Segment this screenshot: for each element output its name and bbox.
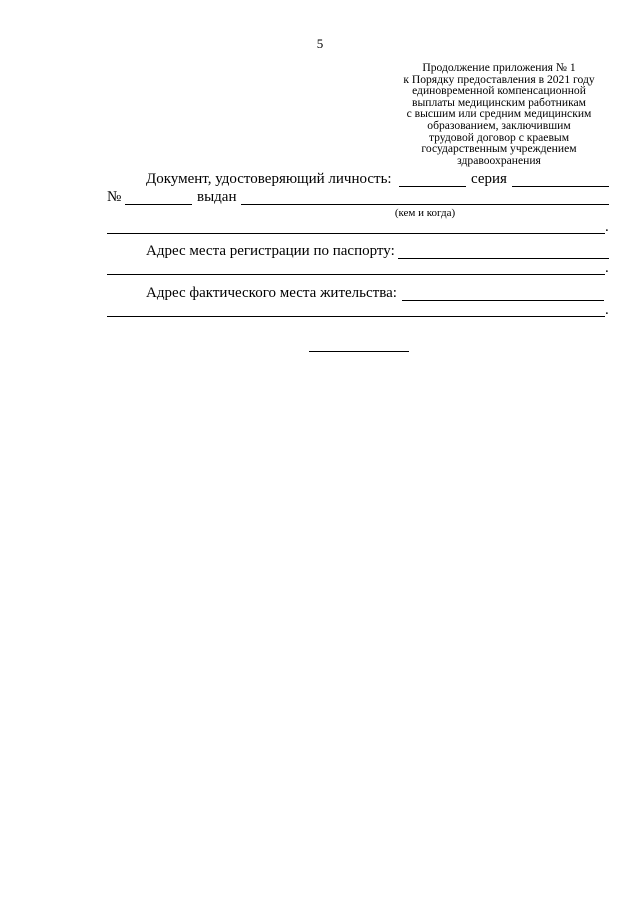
issued-caption: (кем и когда) bbox=[394, 207, 456, 219]
appendix-note-line: с высшим или средним медицинским bbox=[406, 107, 592, 121]
identity-document-field[interactable] bbox=[399, 186, 466, 187]
appendix-note-line: государственным учреждением bbox=[421, 142, 577, 156]
series-field[interactable] bbox=[512, 186, 609, 187]
series-label: серия bbox=[471, 171, 507, 187]
number-field[interactable] bbox=[125, 204, 192, 205]
document-end-rule bbox=[309, 351, 409, 352]
appendix-note-line: Продолжение приложения № 1 bbox=[422, 61, 576, 74]
line-end-mark: . bbox=[605, 302, 609, 318]
line-end-mark: . bbox=[605, 219, 609, 235]
appendix-note-line: выплаты медицинским работникам bbox=[411, 95, 587, 109]
registration-address-continuation-field[interactable] bbox=[107, 274, 605, 275]
line-end-mark: . bbox=[605, 260, 609, 276]
identity-document-label: Документ, удостоверяющий личность: bbox=[146, 171, 392, 187]
registration-address-label: Адрес места регистрации по паспорту: bbox=[146, 243, 395, 259]
actual-address-continuation-field[interactable] bbox=[107, 316, 605, 317]
appendix-note-line: единовременной компенсационной bbox=[412, 84, 586, 98]
appendix-note-line: образованием, заключившим bbox=[427, 118, 571, 132]
appendix-note-line: трудовой договор с краевым bbox=[428, 130, 570, 144]
appendix-note bbox=[385, 62, 613, 166]
registration-address-field[interactable] bbox=[398, 258, 609, 259]
number-label: № bbox=[107, 189, 122, 205]
appendix-note-line: здравоохранения bbox=[457, 153, 541, 167]
issued-label: выдан bbox=[197, 189, 237, 205]
actual-address-field[interactable] bbox=[402, 300, 604, 301]
issued-continuation-field[interactable] bbox=[107, 233, 605, 234]
appendix-note-line: к Порядку предоставления в 2021 году bbox=[403, 72, 595, 86]
issued-field[interactable] bbox=[241, 204, 609, 205]
page-number: 5 bbox=[316, 36, 324, 51]
actual-address-label: Адрес фактического места жительства: bbox=[146, 285, 397, 301]
